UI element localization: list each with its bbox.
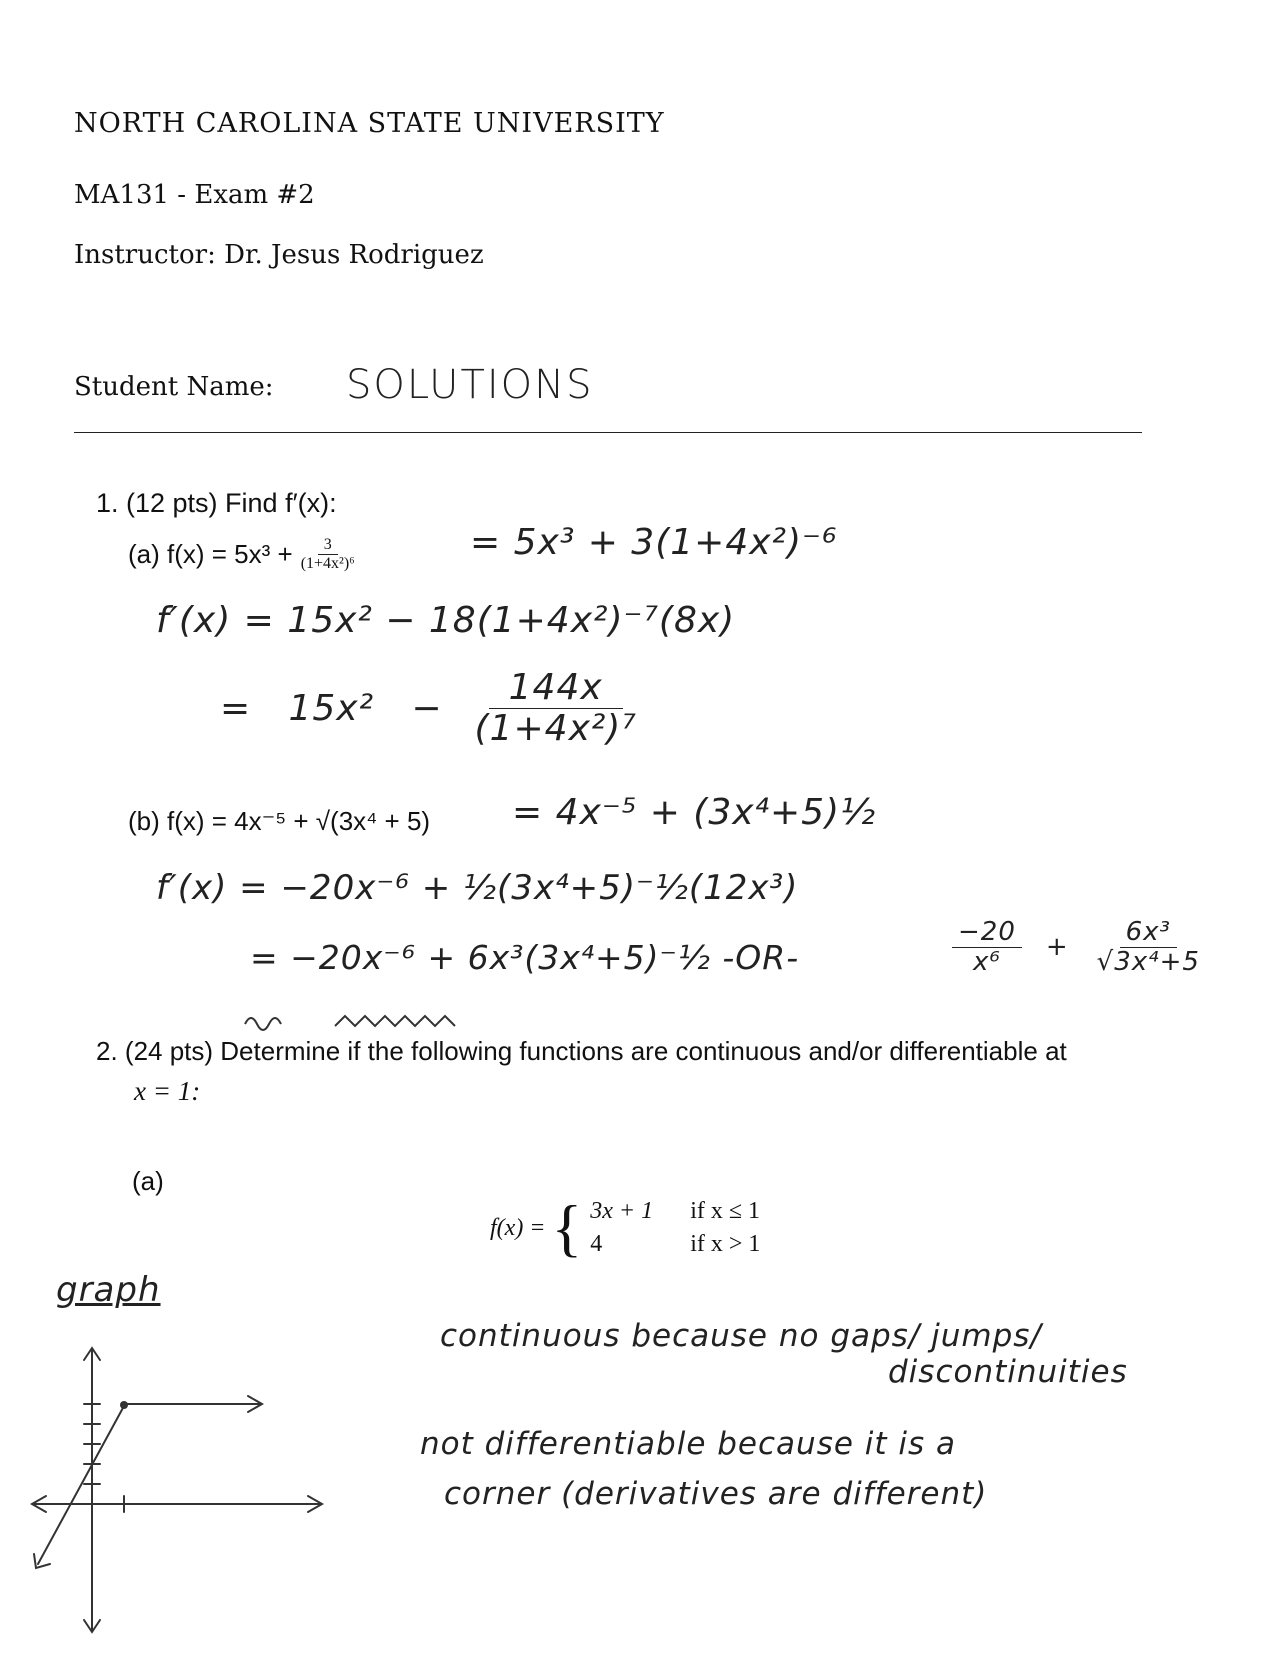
q1a-frac-den: (1+4x²)⁶ xyxy=(300,554,355,572)
university-title: NORTH CAROLINA STATE UNIVERSITY xyxy=(74,108,665,139)
q1b-step1: f′(x) = −20x⁻⁶ + ½(3x⁴+5)⁻½(12x³) xyxy=(156,868,799,908)
scribble-marks xyxy=(240,1006,480,1036)
q1b-alt-frac2 xyxy=(1093,918,1204,976)
student-name-value: SOLUTIONS xyxy=(346,362,594,408)
q1a-step2-num: 144x xyxy=(489,668,623,709)
q1b-step2: = −20x⁻⁶ + 6x³(3x⁴+5)⁻½ -OR- xyxy=(250,938,800,977)
q1a-rewrite: = 5x³ + 3(1+4x²)⁻⁶ xyxy=(470,522,838,563)
case1-expr: 3x + 1 xyxy=(590,1198,654,1224)
q1a-step2 xyxy=(220,668,645,748)
line-segment xyxy=(38,1406,124,1564)
point-marker xyxy=(120,1401,128,1409)
instructor-line: Instructor: Dr. Jesus Rodriguez xyxy=(74,240,484,270)
case2-expr: 4 xyxy=(590,1231,603,1257)
name-underline xyxy=(74,432,1142,433)
q1a-step1: f′(x) = 15x² − 18(1+4x²)⁻⁷(8x) xyxy=(156,600,736,641)
q2a-fx: f(x) = xyxy=(490,1214,546,1241)
q2a-label: (a) xyxy=(132,1166,164,1196)
q1b-rewrite: = 4x⁻⁵ + (3x⁴+5)½ xyxy=(512,792,876,833)
q1b-alt-den2: √3x⁴+5 xyxy=(1096,946,1200,977)
q1b-alt-num1: −20 xyxy=(952,918,1022,948)
q2-prompt: 2. (24 pts) Determine if the following functions are continuous and/or differentiable at xyxy=(96,1036,1067,1066)
q1b-alt-plus: + xyxy=(1045,932,1069,963)
q1a-step2-den: (1+4x²)⁷ xyxy=(474,707,637,749)
student-name-label: Student Name: xyxy=(74,372,274,402)
q2-prompt-cont: x = 1: xyxy=(134,1076,201,1106)
case1-cond: if x ≤ 1 xyxy=(690,1198,761,1224)
q1a-step2-left: = 15x² − xyxy=(220,687,443,729)
q1-prompt: 1. (12 pts) Find f′(x): xyxy=(96,488,337,518)
q2a-piecewise xyxy=(490,1192,761,1263)
q1b-alt-num2: 6x³ xyxy=(1120,918,1177,948)
graph-label: graph xyxy=(56,1270,161,1310)
q1a-label xyxy=(128,536,363,572)
note-corner: corner (derivatives are different) xyxy=(444,1476,988,1512)
q1a-frac-num: 3 xyxy=(318,536,338,555)
q1a-step2-fraction xyxy=(471,668,641,748)
q1b-alt-frac1 xyxy=(952,918,1022,976)
sketch-graph xyxy=(20,1340,350,1640)
q1a-function: (a) f(x) = 5x³ + xyxy=(128,538,293,569)
note-continuous-2: discontinuities xyxy=(888,1354,1128,1390)
left-brace: { xyxy=(551,1192,583,1263)
course-title: MA131 - Exam #2 xyxy=(74,180,315,210)
case2-cond: if x > 1 xyxy=(690,1231,761,1257)
note-continuous: continuous because no gaps/ jumps/ xyxy=(440,1318,1042,1354)
q1b-label: (b) f(x) = 4x⁻⁵ + √(3x⁴ + 5) xyxy=(128,806,431,836)
q1a-fraction xyxy=(297,536,359,572)
q1b-alt-form xyxy=(948,918,1208,976)
q1b-alt-den1: x⁶ xyxy=(973,946,1001,977)
note-differentiable: not differentiable because it is a xyxy=(420,1426,957,1462)
